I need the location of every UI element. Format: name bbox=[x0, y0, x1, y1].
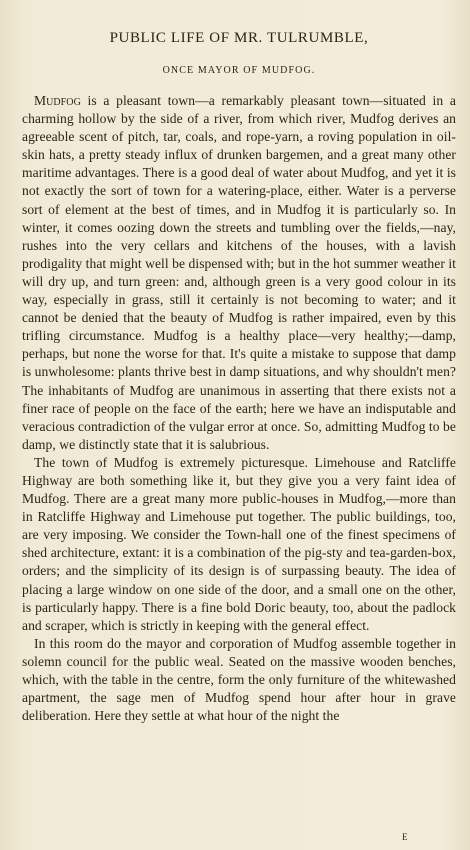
signature-mark: E bbox=[402, 832, 408, 842]
body-text bbox=[22, 92, 456, 725]
paragraph-2: The town of Mudfog is extremely picturesque. Limehouse and Ratcliffe Highway are both something like it, but they give you a very faint idea of Mudfog. There are a great many more public-houses in Mudfog,—more than in Ratcliffe Highway and Limehouse put together. The public buildings, too, are very imposing. We consider the Town-hall one of the finest specimens of shed architecture, extant: it is a combination of the pig-sty and tea-garden-box, orders; and the simplicity of its design is of surpassing beauty. The idea of placing a large window on one side of the door, and a small one on the other, is particularly happy. There is a fine bold Doric beauty, too, about the padlock and scraper, which is strictly in keeping with the general effect. bbox=[22, 454, 456, 633]
lead-word: Mudfog bbox=[34, 93, 81, 108]
chapter-subtitle: ONCE MAYOR OF MUDFOG. bbox=[162, 65, 316, 76]
chapter-title: PUBLIC LIFE OF MR. TULRUMBLE, bbox=[109, 30, 369, 46]
paragraph-1 bbox=[22, 92, 456, 454]
paragraph-3: In this room do the mayor and corporation of Mudfog assemble together in solemn council for the public weal. Seated on the massive wooden benches, which, with the table in the centre, form the only furniture of the whitewashed apartment, the sage men of Mudfog spend hour after hour in grave deliberation. Here they settle at what hour of the night the bbox=[22, 635, 456, 724]
paragraph-1-text: is a pleasant town—a remarkably pleasant town—situated in a charming hollow by the side of a river, from which river, Mudfog derives an agreeable scent of pitch, tar, coals, and rope-yarn, a roving population in oil-skin hats, a pretty steady influx of drunken bargemen, and a great many other maritime advantages. There is a good deal of water about Mudfog, and yet it is not exactly the sort of town for a watering-place, either. Water is a perverse sort of element at the best of times, and in Mudfog it is particularly so. In winter, it comes oozing down the streets and tumbling over the fields,—nay, rushes into the very cellars and kitchens of the houses, with a lavish prodigality that might well be dispensed with; but in the hot summer weather it will dry up, and turn green: and, although green is a very good colour in its way, especially in grass, still it certainly is not becoming to water; and it cannot be denied that the beauty of Mudfog is rather impaired, even by this trifling circumstance. Mudfog is a healthy place—very healthy;—damp, perhaps, but none the worse for that. It's quite a mistake to suppose that damp is unwholesome: plants thrive best in damp situations, and why shouldn't men? The inhabitants of Mudfog are unanimous in asserting that there exists not a finer race of people on the face of the earth; here we have an indisputable and veracious contradiction of the vulgar error at once. So, admitting Mudfog to be damp, we distinctly state that it is salubrious. bbox=[22, 93, 456, 452]
